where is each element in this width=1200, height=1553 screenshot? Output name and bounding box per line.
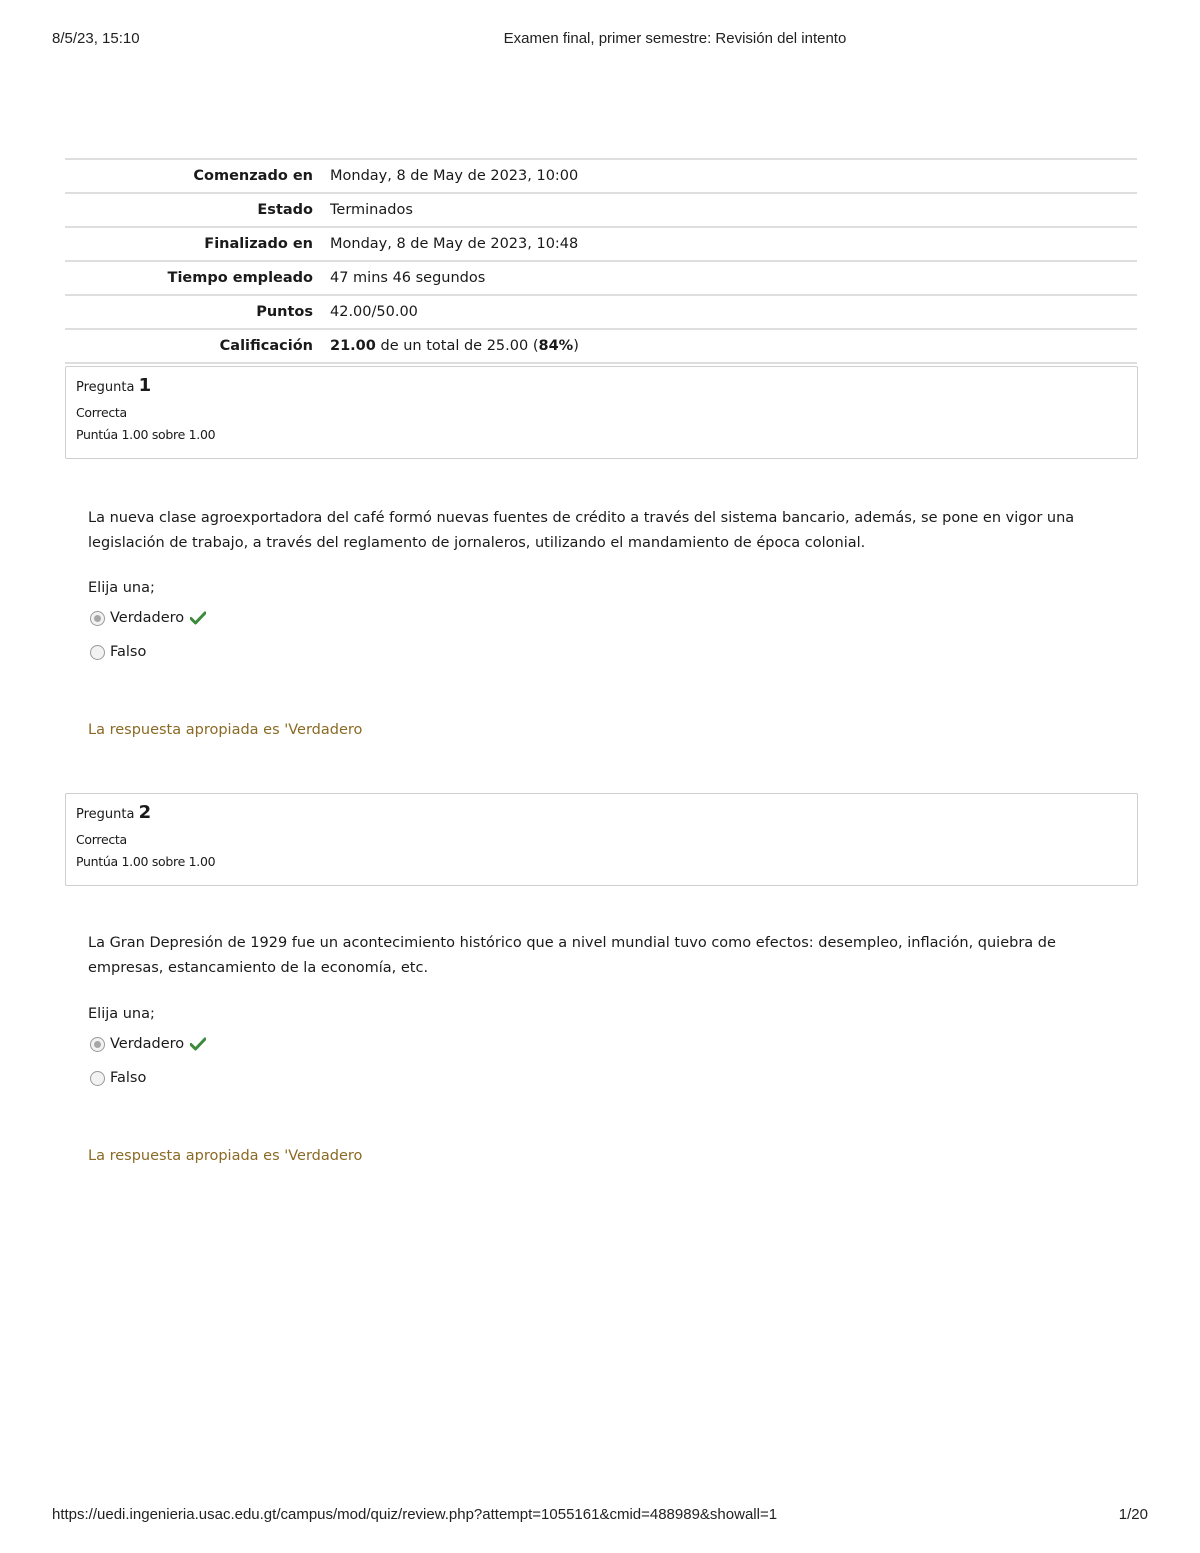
question-text: La Gran Depresión de 1929 fue un acontecimiento histórico que a nivel mundial tuvo como efectos: desempleo, inflación, quiebra de empresas, estancamiento de la economía, etc. xyxy=(88,935,1056,976)
summary-row-finished xyxy=(65,227,1137,261)
print-footer xyxy=(0,1506,1200,1526)
print-url: https://uedi.ingenieria.usac.edu.gt/campus/mod/quiz/review.php?attempt=1055161&cmid=488989&showall=1 xyxy=(52,1506,778,1523)
summary-row-marks xyxy=(65,295,1137,329)
summary-value: 47 mins 46 segundos xyxy=(330,270,486,286)
print-header xyxy=(0,30,1200,50)
summary-value: Terminados xyxy=(330,202,413,218)
right-answer-feedback: La respuesta apropiada es 'Verdadero xyxy=(88,722,363,738)
attempt-summary-table xyxy=(65,158,1137,364)
summary-label: Comenzado en xyxy=(193,168,313,184)
question-number: 2 xyxy=(138,802,152,823)
summary-value: Monday, 8 de May de 2023, 10:00 xyxy=(330,168,579,184)
radio-unselected[interactable] xyxy=(90,1071,105,1086)
answer-option-false[interactable] xyxy=(90,1070,146,1086)
print-datetime: 8/5/23, 15:10 xyxy=(52,30,140,47)
summary-grade-value xyxy=(328,329,1137,363)
summary-label: Estado xyxy=(257,202,313,218)
grade-close-paren: ) xyxy=(573,338,579,354)
answer-option-false[interactable] xyxy=(90,644,146,660)
summary-label: Calificación xyxy=(219,338,313,354)
answer-option-true[interactable] xyxy=(90,610,206,626)
option-label: Falso xyxy=(110,1070,147,1086)
radio-selected[interactable] xyxy=(90,611,105,626)
question-grade: Puntúa 1.00 sobre 1.00 xyxy=(76,854,216,869)
right-answer-feedback: La respuesta apropiada es 'Verdadero xyxy=(88,1148,363,1164)
question-number: 1 xyxy=(138,375,152,396)
option-label: Verdadero xyxy=(110,610,185,626)
summary-label: Tiempo empleado xyxy=(167,270,313,286)
summary-row-state xyxy=(65,193,1137,227)
grade-total-text: de un total de 25.00 ( xyxy=(375,338,539,354)
check-icon xyxy=(190,1037,206,1051)
summary-label: Finalizado en xyxy=(204,236,313,252)
question-number-line xyxy=(76,802,1127,826)
summary-row-started xyxy=(65,159,1137,193)
print-page-title: Examen final, primer semestre: Revisión del intento xyxy=(503,30,847,47)
question-info-box xyxy=(65,793,1138,886)
check-icon xyxy=(190,611,206,625)
question-prompt: Elija una; xyxy=(88,580,155,596)
summary-value: Monday, 8 de May de 2023, 10:48 xyxy=(330,236,579,252)
summary-row-time-taken xyxy=(65,261,1137,295)
question-state: Correcta xyxy=(76,405,127,420)
question-label: Pregunta xyxy=(76,807,135,822)
print-page-number: 1/20 xyxy=(1118,1506,1148,1523)
option-label: Verdadero xyxy=(110,1036,185,1052)
question-grade: Puntúa 1.00 sobre 1.00 xyxy=(76,427,216,442)
option-label: Falso xyxy=(110,644,147,660)
answer-option-true[interactable] xyxy=(90,1036,206,1052)
question-prompt: Elija una; xyxy=(88,1006,155,1022)
summary-row-grade xyxy=(65,329,1137,363)
question-text: La nueva clase agroexportadora del café formó nuevas fuentes de crédito a través del sistema bancario, además, se pone en vigor una legislación de trabajo, a través del reglamento de jornaleros, utilizando el mandamiento de época colonial. xyxy=(88,510,1075,551)
summary-value: 42.00/50.00 xyxy=(330,304,418,320)
radio-unselected[interactable] xyxy=(90,645,105,660)
grade-obtained: 21.00 xyxy=(330,338,376,354)
question-label: Pregunta xyxy=(76,380,135,395)
question-info-box xyxy=(65,366,1138,459)
question-number-line xyxy=(76,375,1127,399)
grade-percent: 84% xyxy=(538,338,574,354)
question-state: Correcta xyxy=(76,832,127,847)
summary-label: Puntos xyxy=(256,304,313,320)
radio-selected[interactable] xyxy=(90,1037,105,1052)
